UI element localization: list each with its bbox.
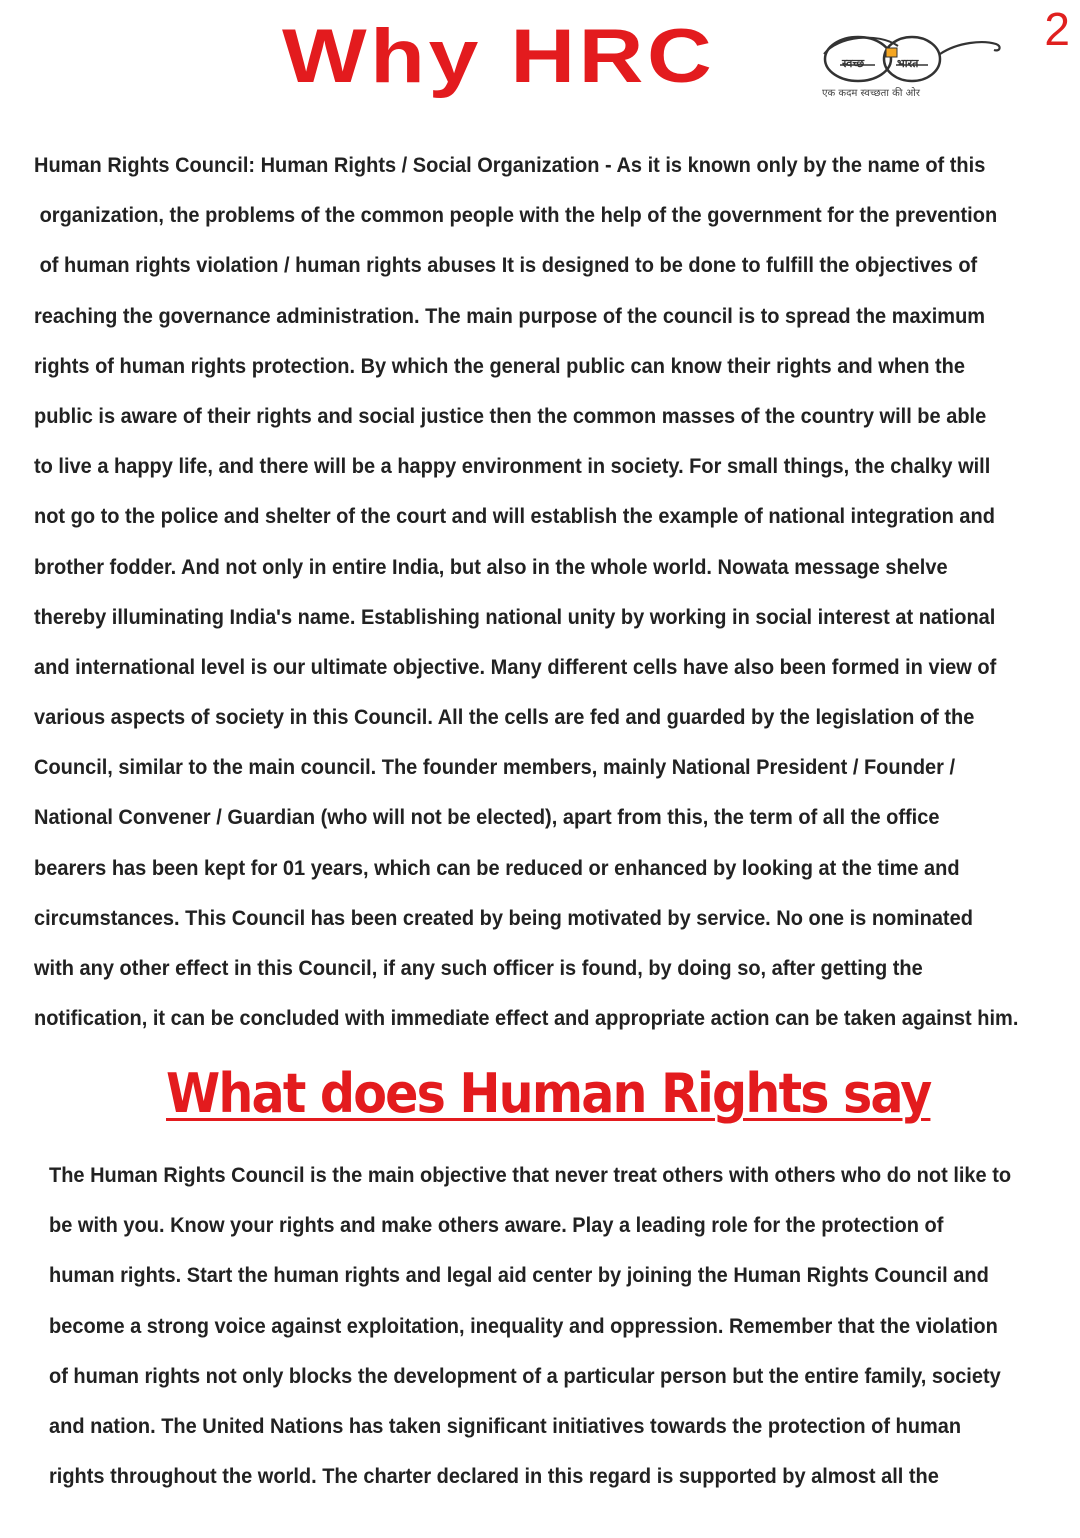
- body-line: The Human Rights Council is the main objective that never treat others with others who do not like to: [49, 1163, 1012, 1187]
- body-line: not go to the police and shelter of the court and will establish the example of national integration and: [34, 504, 995, 529]
- body-line: with any other effect in this Council, if any such officer is found, by doing so, after getting the: [34, 956, 923, 980]
- body-line: rights of human rights protection. By which the general public can know their rights and when the: [34, 353, 965, 378]
- body-line: Human Rights Council: Human Rights / Social Organization - As it is known only by the name of this: [34, 153, 986, 177]
- section-heading: What does Human Rights say: [166, 1062, 931, 1125]
- logo-right-label: भारत: [897, 57, 919, 70]
- logo-tagline: एक कदम स्वच्छता की ओर: [822, 88, 920, 99]
- body-line: Council, similar to the main council. The founder members, mainly National President / Founder /: [34, 755, 956, 780]
- swachh-bharat-logo: [818, 28, 1008, 102]
- human-rights-body: [49, 1150, 1059, 1501]
- body-line: organization, the problems of the common people with the help of the government for the prevention: [39, 203, 998, 228]
- page-title: Why HRC: [282, 14, 716, 99]
- logo-left-label: स्वच्छ: [842, 57, 865, 70]
- body-line: public is aware of their rights and social justice then the common masses of the country will be able: [34, 403, 987, 428]
- body-line: be with you. Know your rights and make others aware. Play a leading role for the protection of: [49, 1213, 944, 1238]
- body-line: notification, it can be concluded with immediate effect and appropriate action can be taken against him.: [34, 1006, 1019, 1031]
- body-line: reaching the governance administration. The main purpose of the council is to spread the maximum: [34, 303, 986, 328]
- body-line: become a strong voice against exploitation, inequality and oppression. Remember that the violation: [49, 1313, 998, 1338]
- body-line: to live a happy life, and there will be a happy environment in society. For small things, the chalky will: [34, 454, 991, 479]
- body-line: thereby illuminating India's name. Establishing national unity by working in social interest at national: [34, 604, 996, 629]
- page-header: [0, 0, 1080, 120]
- body-line: and international level is our ultimate objective. Many different cells have also been formed in view of: [34, 654, 997, 679]
- body-line: human rights. Start the human rights and legal aid center by joining the Human Rights Council and: [49, 1263, 989, 1288]
- page-number: 2: [1044, 3, 1070, 55]
- body-line: rights throughout the world. The charter declared in this regard is supported by almost all the: [49, 1464, 939, 1489]
- body-line: bearers has been kept for 01 years, which can be reduced or enhanced by looking at the time and: [34, 855, 960, 880]
- body-line: various aspects of society in this Council. All the cells are fed and guarded by the legislation of the: [34, 705, 975, 730]
- body-line: circumstances. This Council has been created by being motivated by service. No one is nominated: [34, 905, 973, 930]
- body-line: of human rights violation / human rights abuses It is designed to be done to fulfill the objectives of: [39, 253, 978, 278]
- body-line: of human rights not only blocks the development of a particular person but the entire family, society: [49, 1363, 1001, 1388]
- why-hrc-body: [34, 140, 1044, 1043]
- body-line: and nation. The United Nations has taken significant initiatives towards the protection of human: [49, 1413, 962, 1438]
- body-line: National Convener / Guardian (who will not be elected), apart from this, the term of all the office: [34, 805, 940, 830]
- body-line: brother fodder. And not only in entire India, but also in the whole world. Nowata message shelve: [34, 554, 948, 579]
